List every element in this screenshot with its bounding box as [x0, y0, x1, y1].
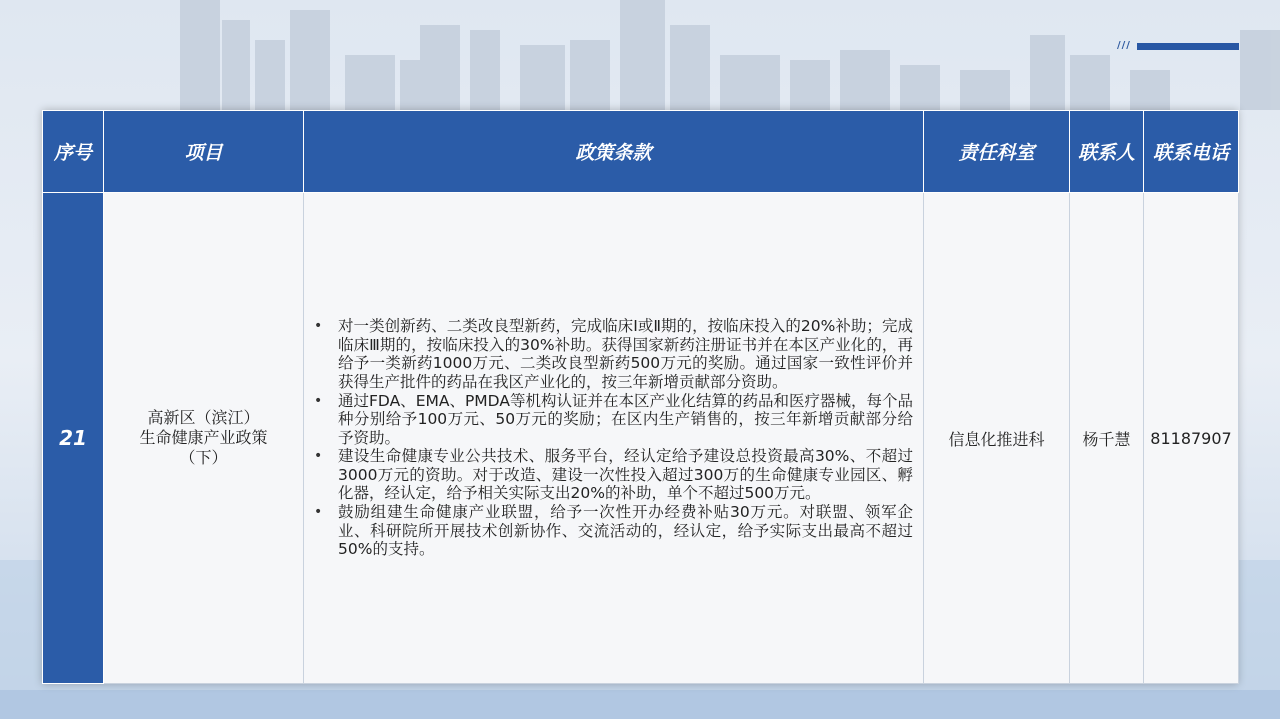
project-cell	[104, 193, 304, 684]
header-dept: 责任科室	[924, 111, 1070, 193]
table-row	[43, 193, 1239, 684]
project-line-2: 生命健康产业政策	[139, 428, 268, 447]
phone-cell: 81187907	[1144, 193, 1239, 684]
header-policy: 政策条款	[304, 111, 924, 193]
policy-clause-4: • 鼓励组建生命健康产业联盟，给予一次性开办经费补贴30万元。对联盟、领军企业、科研院所开展技术创新协作、交流活动的，经认定，给予实际支出最高不超过50%的支持。	[312, 503, 913, 559]
project-line-3: （下）	[179, 448, 228, 467]
header-phone: 联系电话	[1144, 111, 1239, 193]
policy-table	[42, 110, 1239, 684]
dept-cell: 信息化推进科	[924, 193, 1070, 684]
decorative-header-bar	[1117, 42, 1239, 50]
policy-cell	[304, 193, 924, 684]
policy-clause-3: • 建设生命健康专业公共技术、服务平台，经认定给予建设总投资最高30%、不超过3000万元的资助。对于改造、建设一次性投入超过300万的生命健康专业园区、孵化器，经认定，给予相关实际支出20%的补助，单个不超过500万元。	[312, 447, 913, 503]
policy-clause-list	[312, 317, 913, 559]
policy-table-container	[42, 110, 1238, 684]
header-contact: 联系人	[1070, 111, 1144, 193]
row-number: 21	[43, 193, 104, 684]
policy-clause-2: • 通过FDA、EMA、PMDA等机构认证并在本区产业化结算的药品和医疗器械，每个品种分别给予100万元、50万元的奖励；在区内生产销售的，按三年新增贡献部分给予资助。	[312, 392, 913, 448]
decorative-slashes: ///	[1117, 40, 1131, 51]
header-no: 序号	[43, 111, 104, 193]
project-line-1: 高新区（滨江）	[147, 408, 260, 427]
table-header-row	[43, 111, 1239, 193]
contact-cell: 杨千慧	[1070, 193, 1144, 684]
decorative-line	[1137, 43, 1239, 50]
header-project: 项目	[104, 111, 304, 193]
policy-clause-1: • 对一类创新药、二类改良型新药，完成临床Ⅰ或Ⅱ期的，按临床投入的20%补助；完成临床Ⅲ期的，按临床投入的30%补助。获得国家新药注册证书并在本区产业化的，再给予一类新药1000万元、二类改良型新药500万元的奖励。通过国家一致性评价并获得生产批件的药品在我区产业化的，按三年新增贡献部分资助。	[312, 317, 913, 391]
